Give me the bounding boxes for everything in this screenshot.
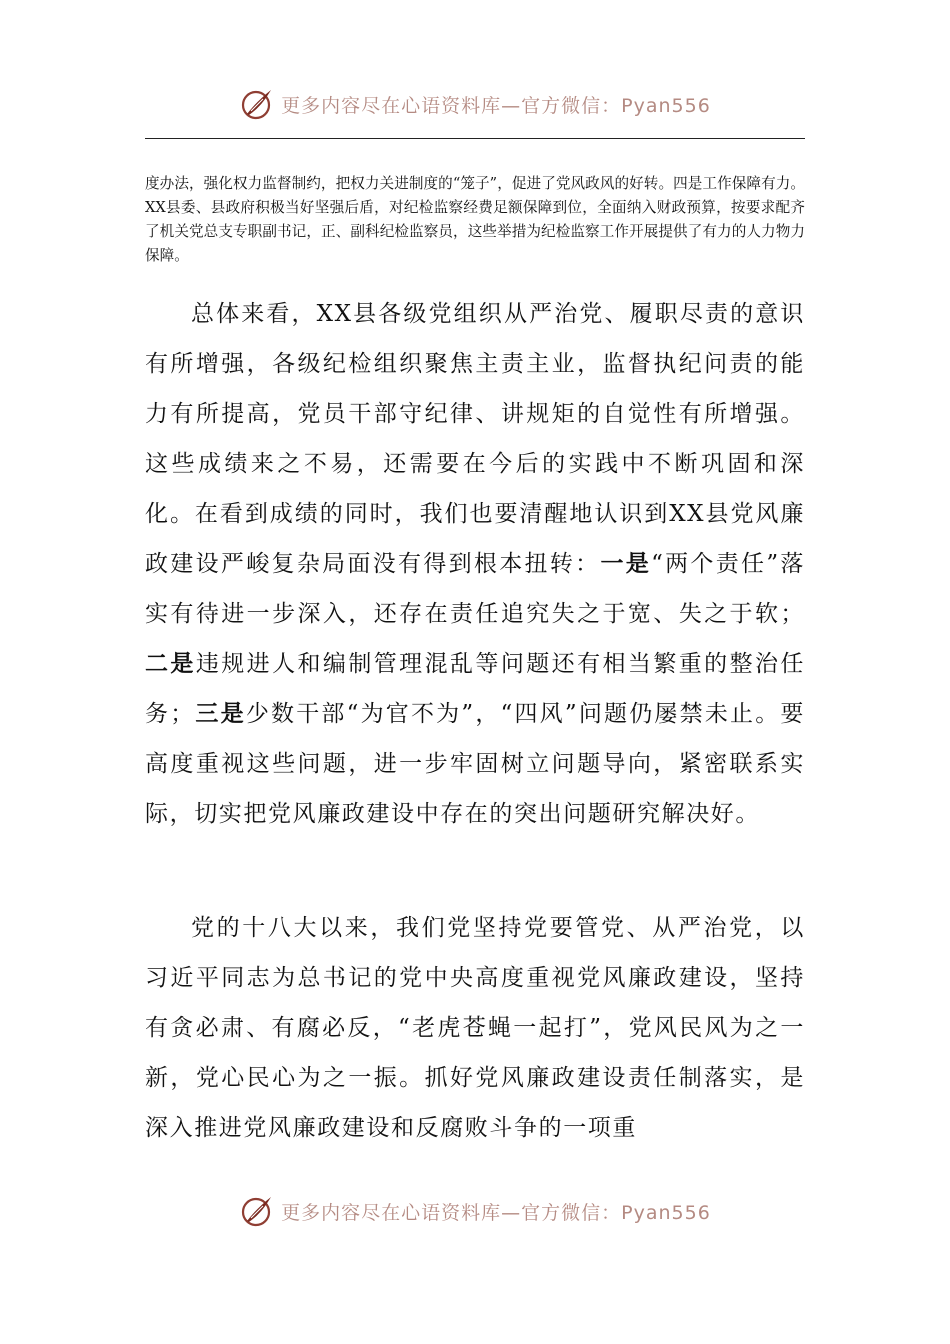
header-divider: [145, 138, 805, 139]
paragraph-1-text-c: 违规进人和编制管理混乱等问题还有相当繁重的整治任务；: [145, 651, 806, 727]
quill-pen-logo-icon: [239, 1193, 275, 1229]
quill-pen-logo-icon: [239, 86, 275, 122]
body-paragraph-2: 党的十八大以来，我们党坚持党要管党、从严治党，以习近平同志为总书记的党中央高度重视党风廉政建设，坚持有贪必肃、有腐必反，“老虎苍蝇一起打”，党风民风为之一新，党心民心为之一振。抓好党风廉政建设责任制落实，是深入推进党风廉政建设和反腐败斗争的一项重: [145, 915, 805, 1141]
footer-banner-text: 更多内容尽在心语资料库—官方微信：Pyan556: [281, 1201, 711, 1224]
paragraph-1-text-b: “两个责任”落实有待进一步深入，还存在责任追究失之于宽、失之于软；: [145, 551, 805, 627]
paragraph-1-bold-1: 一是: [600, 550, 652, 577]
paragraph-1-text-d: 少数干部“为官不为”，“四风”问题仍屡禁未止。要高度重视这些问题，进一步牢固树立问题导向，紧密联系实际，切实把党风廉政建设中存在的突出问题研究解决好。: [145, 701, 806, 827]
paragraph-1-bold-2: 二是: [145, 650, 196, 677]
intro-paragraph: 度办法，强化权力监督制约，把权力关进制度的“笼子”，促进了党风政风的好转。四是工作保障有力。XX县委、县政府积极当好坚强后盾，对纪检监察经费足额保障到位，全面纳入财政预算，按要求配齐了机关党总支专职副书记，正、副科纪检监察员，这些举措为纪检监察工作开展提供了有力的人力物力保障。: [145, 175, 805, 264]
paragraph-1-text-a: 总体来看，XX县各级党组织从严治党、履职尽责的意识有所增强，各级纪检组织聚焦主责主业，监督执纪问责的能力有所提高，党员干部守纪律、讲规矩的自觉性有所增强。这些成绩来之不易，还需要在今后的实践中不断巩固和深化。在看到成绩的同时，我们也要清醒地认识到XX县党风廉政建设严峻复杂局面没有得到根本扭转：: [145, 301, 805, 577]
paragraph-1-bold-3: 三是: [194, 700, 246, 727]
body-paragraph-1: [145, 289, 805, 839]
footer-banner: [0, 1191, 950, 1231]
header-banner-text: 更多内容尽在心语资料库—官方微信：Pyan556: [281, 94, 711, 117]
header-banner: [0, 84, 950, 124]
